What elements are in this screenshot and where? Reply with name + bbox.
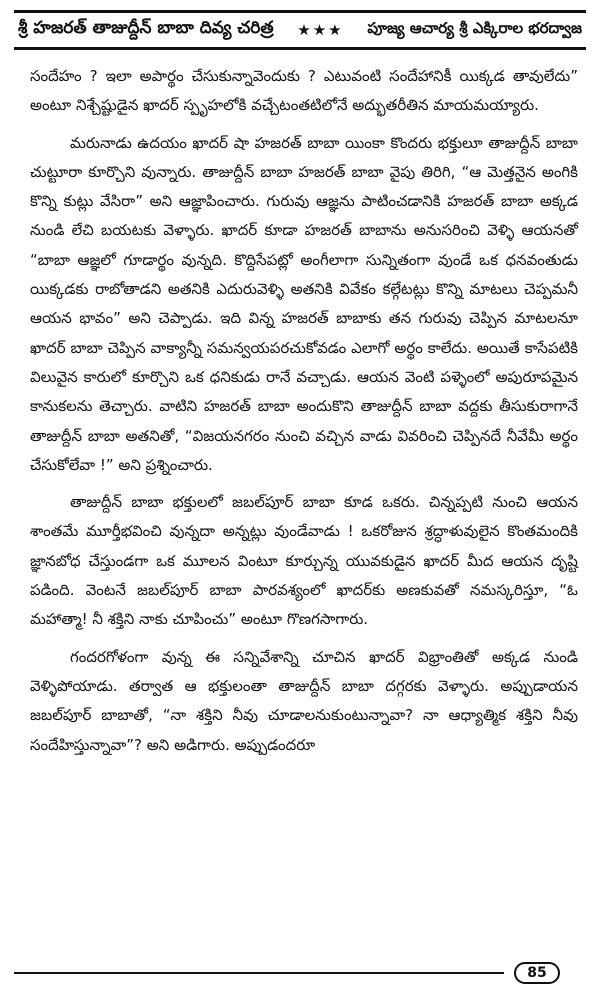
- running-header: [14, 10, 586, 50]
- paragraph: గందరగోళంగా వున్న ఈ సన్నివేశాన్ని చూచిన ఖాదర్ విభ్రాంతితో అక్కడ నుండి వెళ్ళిపోయాడు. తర్వాత ఆ భక్తులంతా తాజుద్దీన్ బాబా దగ్గరకు వెళ్ళారు. అప్పుడాయన జబల్‌పూర్ బాబాతో, “నా శక్తిని నీవు చూడాలనుకుంటున్నావా? నా ఆధ్యాత్మిక శక్తిని నీవు సందేహిస్తున్నావా”? అని అడిగారు. అప్పుడందరూ: [30, 647, 578, 754]
- paragraph: సందేహం ? ఇలా అపార్థం చేసుకున్నావెందుకు ? ఎటువంటి సందేహానికీ యిక్కడ తావులేదు” అంటూ నిశ్చేష్టుడైన ఖాదర్ స్పృహలోకి వచ్చేటంతటిలోనే అద్భుతరీతిన మాయమయ్యారు.: [30, 67, 578, 115]
- page-footer: [14, 962, 586, 984]
- page-body: [30, 62, 578, 768]
- paragraph: మరునాడు ఉదయం ఖాదర్ షా హజరత్ బాబా యింకా కొందరు భక్తులూ తాజుద్దీన్ బాబా చుట్టూరా కూర్చొని వున్నారు. తాజుద్దీన్ బాబా హజరత్ బాబా వైపు తిరిగి, “ఆ మెత్తనైన అంగికి కొన్ని కుట్లు వేసిరా” అని ఆజ్ఞాపించారు. గురువు ఆజ్ఞను పాటించడానికి హజరత్ బాబా అక్కడ నుండి లేచి బయటకు వెళ్ళారు. ఖాదర్ కూడా హజరత్ బాబాను అనుసరించి వెళ్ళి ఆయనతో “బాబా ఆజ్ఞలో గూడార్థం వున్నది. కొద్దిసేపట్లో అంగీలాగా సున్నితంగా వుండే ఒక ధనవంతుడు యిక్కడకు రాబోతాడని అతనికి ఎదురువెళ్ళి అతనికి వివేకం కల్గేటట్లు కొన్ని మాటలు చెప్పమనీ ఆయన భావం” అని చెప్పాడు. ఇది విన్న హజరత్ బాబాకు తన గురువు చెప్పిన మాటలనూ ఖాదర్ బాబా చెప్పిన వాక్యాన్నీ సమన్వయపరచుకోవడం ఎలాగో అర్థం కాలేదు. అయితే కాసేపటికి విలువైన కారులో కూర్చొని ఒక ధనికుడు రానే వచ్చాడు. ఆయన వెంటి పళ్ళెంలో అపురూపమైన కానుకలను తెచ్చారు. వాటిని హజరత్ బాబా అందుకొని తాజుద్దీన్ బాబా వద్దకు తీసుకురాగానే తాజుద్దీన్ బాబా అతనితో, “విజయనగరం నుంచి వచ్చిన వాడు వివరించి చెప్పినదే నీవేమీ అర్థం చేసుకోలేవా !” అని ప్రశ్నించారు.: [30, 133, 578, 474]
- star-ornament-icon: ★★★: [297, 21, 344, 39]
- page-number: 85: [514, 962, 560, 984]
- paragraph: తాజుద్దీన్ బాబా భక్తులలో జబల్‌పూర్ బాబా కూడ ఒకరు. చిన్నప్పటి నుంచి ఆయన శాంతమే మూర్తీభవించి వున్నదా అన్నట్లు వుండేవాడు ! ఒకరోజున శ్రద్ధాళువులైన కొంతమందికి జ్ఞానబోధ చేస్తుండగా ఒక మూలన వింటూ కూర్చున్న యువకుడైన ఖాదర్ మీద ఆయన దృష్టి పడింది. వెంటనే జబల్‌పూర్ బాబా పారవశ్యంలో ఖాదర్‌కు అణకువతో నమస్కరిస్తూ, “ఓ మహాత్మా! నీ శక్తిని నాకు చూపించు” అంటూ గొణగసాగారు.: [30, 493, 578, 629]
- author-name: పూజ్య ఆచార్య శ్రీ ఎక్కిరాల భరద్వాజ: [367, 19, 582, 37]
- book-title: శ్రీ హజరత్ తాజుద్దీన్ బాబా దివ్య చరిత్ర: [18, 18, 274, 38]
- footer-rule: [14, 972, 504, 974]
